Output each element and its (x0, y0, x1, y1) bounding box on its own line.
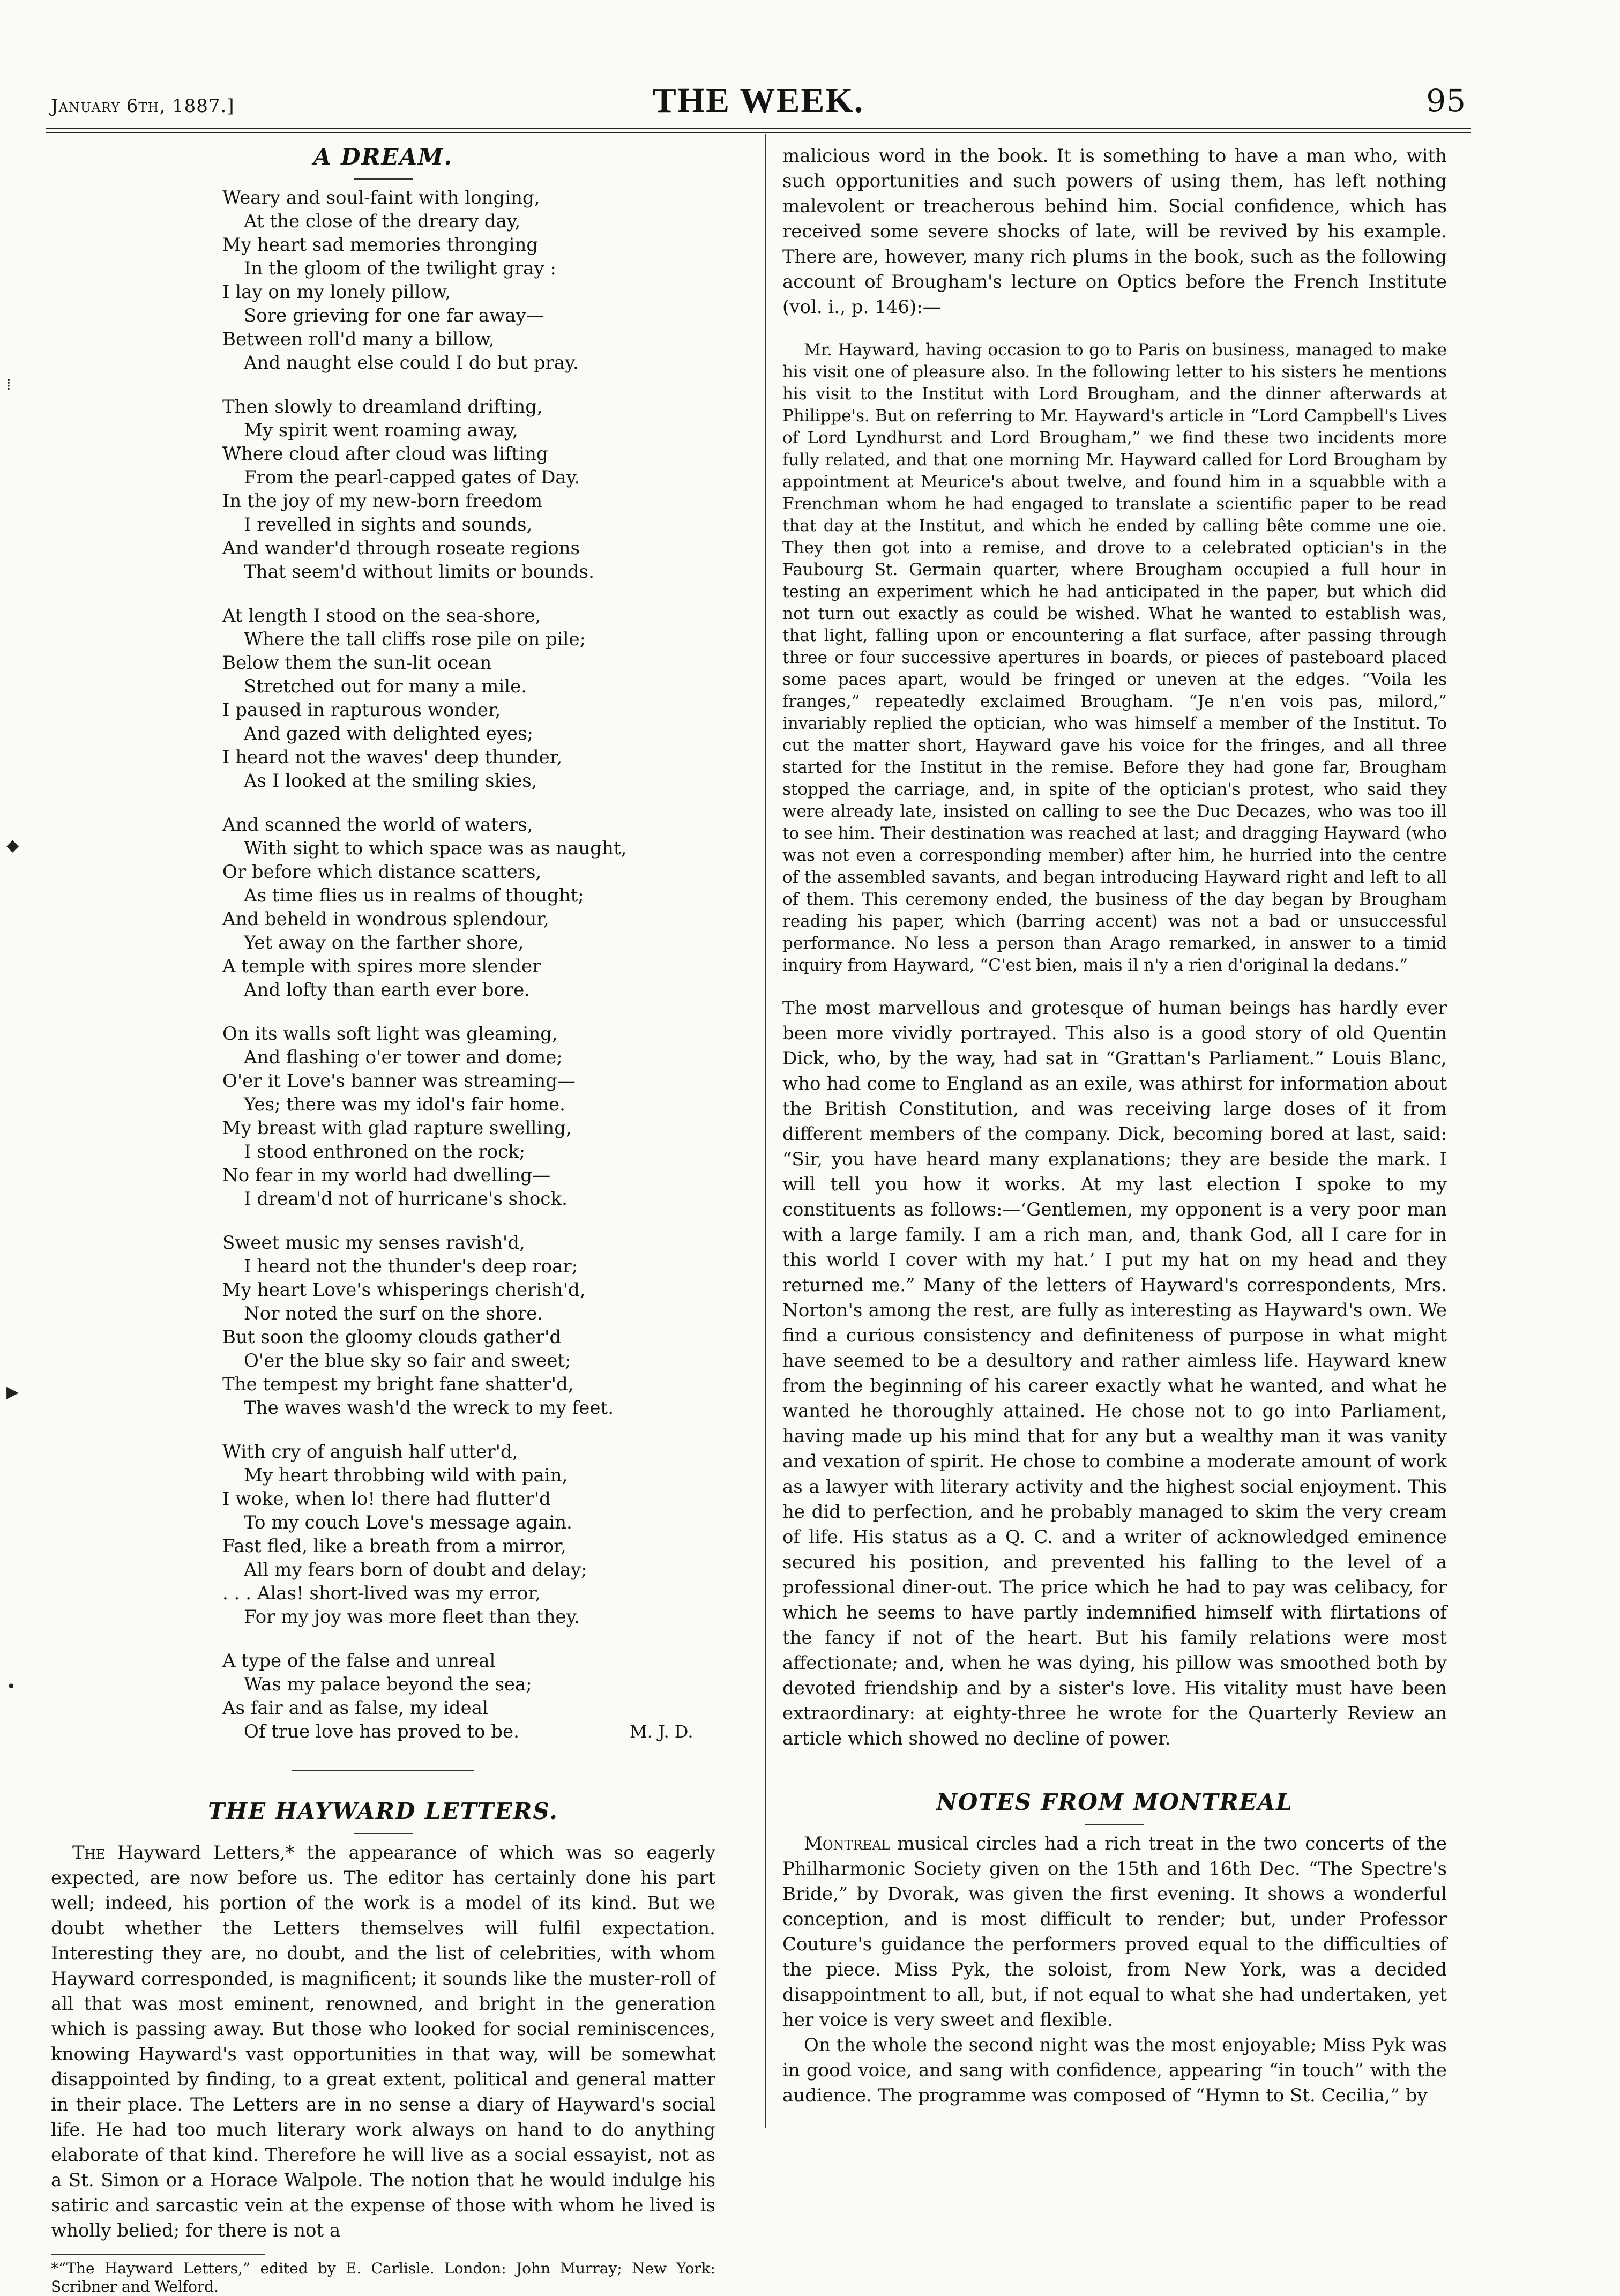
poem-line: And wander'd through roseate regions (222, 538, 580, 559)
poem-line: My heart sad memories thronging (222, 234, 539, 256)
poem-line: Of true love has proved to be. (244, 1721, 519, 1742)
poem-line: I heard not the thunder's deep roar; (244, 1256, 578, 1277)
poem-line: From the pearl-capped gates of Day. (244, 467, 580, 488)
poem-line: On its walls soft light was gleaming, (222, 1023, 558, 1045)
poem-line: Then slowly to dreamland drifting, (222, 396, 543, 418)
poem-line: Nor noted the surf on the shore. (244, 1303, 543, 1324)
poem-line: I dream'd not of hurricane's shock. (244, 1188, 568, 1210)
drop-lead: The (72, 1842, 106, 1863)
poem-line: I heard not the waves' deep thunder, (222, 747, 563, 768)
article-paragraph: The most marvellous and grotesque of human beings has hardly ever been more vividly portrayed. This also is a good story of old Quentin Dick, who, by the way, had sat in “Grattan's Parliament.” Louis Blanc, who had come to England as an exile, was athirst for information about the British Constitution, and was receiving large doses of it from different members of the company. Dick, becoming bored at last, said: “Sir, you have heard many explanations; they are beside the mark. I will tell you how it works. At my last election I spoke to my constituents as follows:—‘Gentlemen, my opponent is a very poor man with a large family. I am a rich man, and, thank God, all I care for in this world I cover with my hat.’ I put my hat on my head and they returned me.” Many of the letters of Hayward's correspondents, Mrs. Norton's among the rest, are fully as interesting as Hayward's own. We find a curious consistency and definiteness of purpose in what might have seemed to be a desultory and rather aimless life. Hayward knew from the beginning of his career exactly what he wanted, and what he wanted he thoroughly attained. He chose not to go into Parliament, having made up his mind that for any but a wealthy man it was vanity and vexation of spirit. He chose to combine a moderate amount of work as a lawyer with literary activity and the highest social enjoyment. This he did to perfection, and he probably managed to skim the very cream of life. His status as a Q. C. and a writer of acknowledged eminence secured his position, and prevented his falling to the level of a professional diner-out. The price which he had to pay was celibacy, for which he seems to have partly indemnified himself with flirtations of the fancy if not of the heart. But his family relations were most affectionate; and, when he was dying, his pillow was smoothed both by devoted friendship and by a sister's love. His vitality must have been extraordinary: at eighty-three he wrote for the Quarterly Review an article which showed no decline of power. (782, 997, 1447, 1749)
poem-line: Or before which distance scatters, (222, 861, 542, 883)
poem-line: . . . Alas! short-lived was my error, (222, 1583, 541, 1604)
poem-line: My breast with glad rapture swelling, (222, 1117, 572, 1139)
poem-line: In the gloom of the twilight gray : (244, 258, 556, 279)
poem-line: Yet away on the farther shore, (244, 932, 524, 953)
poem-line: With cry of anguish half utter'd, (222, 1441, 518, 1463)
poem-line: Sweet music my senses ravish'd, (222, 1232, 525, 1254)
poem-line: Between roll'd many a billow, (222, 329, 495, 350)
poem-line: My heart Love's whisperings cherish'd, (222, 1279, 586, 1301)
poem-line: I paused in rapturous wonder, (222, 699, 501, 721)
poem-line: Where cloud after cloud was lifting (222, 443, 548, 465)
poem-line: In the joy of my new-born freedom (222, 490, 543, 512)
poem-line: I lay on my lonely pillow, (222, 281, 451, 303)
poem-line: The tempest my bright fane shatter'd, (222, 1374, 574, 1395)
section-separator (292, 1770, 474, 1771)
article-title: NOTES FROM MONTREAL (936, 1789, 1293, 1815)
poem-stanza (222, 395, 715, 584)
poem-line: As I looked at the smiling skies, (244, 770, 537, 792)
poem-line: As fair and as false, my ideal (222, 1697, 488, 1719)
poem-signature: M. J. D. (630, 1721, 693, 1742)
poem-line: My spirit went roaming away, (244, 420, 518, 441)
left-column (51, 144, 715, 2296)
poem-line: The waves wash'd the wreck to my feet. (244, 1397, 614, 1419)
poem-line: To my couch Love's message again. (244, 1512, 572, 1533)
poem-line: Fast fled, like a breath from a mirror, (222, 1535, 566, 1557)
publication-title: THE WEEK. (652, 81, 864, 120)
poem-line: With sight to which space was as naught, (244, 838, 627, 859)
poem-line: And flashing o'er tower and dome; (244, 1047, 563, 1068)
poem-line: No fear in my world had dwelling— (222, 1165, 551, 1186)
footnote-rule (51, 2254, 265, 2255)
page-number: 95 (1426, 83, 1466, 119)
margin-mark: ▶ (6, 1383, 19, 1402)
poem-stanza (222, 1649, 715, 1743)
poem-line: I revelled in sights and sounds, (244, 514, 533, 535)
poem-line: And naught else could I do but pray. (244, 352, 579, 374)
article-paragraph: malicious word in the book. It is something to have a man who, with such opportunities and such powers of using them, has left nothing malevolent or treacherous behind him. Social confidence, which has received some severe shocks of late, will be revived by his example. There are, however, many rich plums in the book, such as the following account of Brougham's lecture on Optics before the French Institute (vol. i., p. 146):— (782, 145, 1447, 318)
poem-line: As time flies us in realms of thought; (244, 885, 584, 906)
right-column (782, 144, 1447, 2108)
poem-line: Was my palace beyond the sea; (244, 1674, 532, 1695)
article-title: THE HAYWARD LETTERS. (208, 1798, 558, 1824)
poem-line: O'er it Love's banner was streaming— (222, 1070, 576, 1092)
poem-line: At length I stood on the sea-shore, (222, 605, 541, 627)
column-divider (765, 134, 766, 2128)
poem-line: Where the tall cliffs rose pile on pile; (244, 629, 586, 650)
poem-stanza (222, 186, 715, 375)
margin-mark: • (6, 1678, 16, 1696)
article-paragraph: The Hayward Letters,* the appearance of which was so eagerly expected, are now before us. The editor has certainly done his part well; indeed, his portion of the work is a model of its kind. But we doubt whether the Letters themselves will fulfil expectation. Interesting they are, no doubt, and the list of celebrities, with whom Hayward corresponded, is magnificent; it sounds like the muster-roll of all that was most eminent, renowned, and bright in the generation which is passing away. But those who looked for social reminiscences, knowing Hayward's vast opportunities in that way, will be somewhat disappointed by finding, to a great extent, political and general matter in their place. The Letters are in no sense a diary of Hayward's social life. He had too much literary work always on hand to do anything elaborate of that kind. Therefore he will live as a social essayist, not as a St. Simon or a Horace Walpole. The notion that he would indulge his satiric and sarcastic vein at the expense of those with whom he lived is wholly belied; for there is not a (51, 1842, 715, 2241)
poem-line: And gazed with delighted eyes; (244, 723, 534, 744)
footnote: *“The Hayward Letters,” edited by E. Carlisle. London: John Murray; New York: Scribner and Welford. (51, 2260, 715, 2295)
title-rule (354, 178, 413, 180)
poem-line: A temple with spires more slender (222, 956, 541, 977)
poem-line: Below them the sun-lit ocean (222, 652, 492, 674)
header-rule (46, 128, 1471, 133)
poem-line: All my fears born of doubt and delay; (244, 1559, 587, 1581)
poem-line: For my joy was more fleet than they. (244, 1606, 580, 1628)
poem-line: I stood enthroned on the rock; (244, 1141, 526, 1162)
block-quote: Mr. Hayward, having occasion to go to Paris on business, managed to make his visit one of pleasure also. In the following letter to his sisters he mentions his visit to the Institut with Lord Brougham, and the dinner afterwards at Philippe's. But on referring to Mr. Hayward's article in “Lord Campbell's Lives of Lord Lyndhurst and Lord Brougham,” we find these two incidents more fully related, and that one morning Mr. Hayward called for Lord Brougham by appointment at Meurice's about twelve, and found him in a squabble with a Frenchman whom he had engaged to translate a scientific paper to be read that day at the Institut, and which he ended by calling bête comme une oie. They then got into a remise, and drove to a celebrated optician's in the Faubourg St. Germain quarter, where Brougham occupied a full hour in testing an experiment which he had anticipated in the paper, but which did not turn out exactly as could be wished. What he wanted to establish was, that light, falling upon or encountering a flat surface, after passing through three or four successive apertures in boards, or pieces of pasteboard placed some paces apart, would be fringed or uneven at the edges. “Voila les franges,” repeatedly exclaimed Brougham. “Je n'en vois pas, milord,” invariably replied the optician, who was himself a member of the Institut. To cut the matter short, Hayward gave his voice for the fringes, and all three started for the Institut in the remise. Before they had gone far, Brougham stopped the carriage, and, in spite of the optician's protest, who said they were already late, insisted on calling to see the Duc Decazes, who was too ill to see him. Their destination was reached at last; and dragging Hayward (who was not even a corresponding member) after him, he hurried into the centre of the assembled savants, and began introducing Hayward right and left to all of them. This ceremony ended, the business of the day began by Brougham reading his paper, which (barring accent) was not a bad or unsuccessful performance. No less a person than Arago remarked, in answer to a timid inquiry from Hayward, “C'est bien, mais il n'y a rien d'original la dedans.” (782, 340, 1447, 975)
poem-line: And beheld in wondrous splendour, (222, 908, 549, 930)
poem-line: Yes; there was my idol's fair home. (244, 1094, 565, 1115)
poem-line: Weary and soul-faint with longing, (222, 187, 540, 208)
poem-line: And scanned the world of waters, (222, 814, 533, 836)
poem-line: That seem'd without limits or bounds. (244, 561, 594, 583)
poem-line: O'er the blue sky so fair and sweet; (244, 1350, 571, 1371)
margin-mark: ⁞ (6, 375, 11, 394)
article-paragraph: Montreal musical circles had a rich treat in the two concerts of the Philharmonic Society given on the 15th and 16th Dec. “The Spectre's Bride,” by Dvorak, was given the first evening. It shows a wonderful conception, and is most difficult to render; but, under Professor Couture's guidance the performers proved equal to the difficulties of the piece. Miss Pyk, the soloist, from New York, was a decided disappointment to all, but, if not equal to what she had undertaken, yet her voice is very sweet and flexible. (782, 1833, 1447, 2031)
article-paragraph: On the whole the second night was the most enjoyable; Miss Pyk was in good voice, and sang with confidence, appearing “in touch” with the audience. The programme was composed of “Hymn to St. Cecilia,” by (782, 2034, 1447, 2106)
margin-mark: ◆ (6, 836, 19, 855)
page-header (51, 80, 1466, 129)
poem-line: My heart throbbing wild with pain, (244, 1465, 568, 1486)
drop-lead: Montreal (804, 1833, 890, 1854)
poem-stanza (222, 604, 715, 793)
poem-line: And lofty than earth ever bore. (244, 979, 531, 1001)
poem-stanza (222, 1440, 715, 1629)
poem-stanza (222, 1022, 715, 1211)
poem-line: But soon the gloomy clouds gather'd (222, 1326, 562, 1348)
poem-title: A DREAM. (313, 144, 453, 170)
poem-line: I woke, when lo! there had flutter'd (222, 1488, 551, 1510)
poem-line: Sore grieving for one far away— (244, 305, 544, 326)
poem-line: At the close of the dreary day, (244, 211, 521, 232)
poem-stanza (222, 1231, 715, 1420)
poem-stanza (222, 813, 715, 1002)
poem-line: Stretched out for many a mile. (244, 676, 527, 697)
poem (222, 186, 715, 1743)
issue-date: January 6th, 1887.] (51, 95, 235, 117)
poem-line: A type of the false and unreal (222, 1650, 496, 1672)
title-rule (354, 1833, 413, 1834)
title-rule (1085, 1824, 1144, 1825)
